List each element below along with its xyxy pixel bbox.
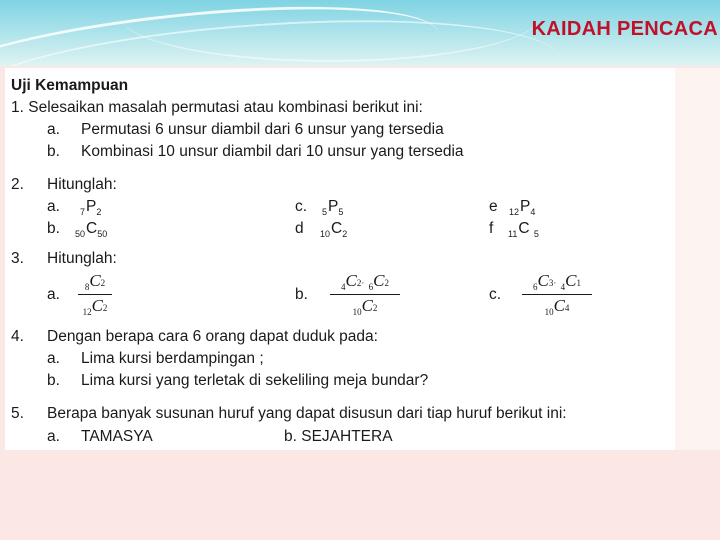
q2-item-d-expr: $_{10}C_2$ [320,220,348,239]
q4-item-a-text: Lima kursi berdampingan ; [81,350,264,367]
question-3-number: 3. [11,250,24,267]
q2-item-a-label: a. [47,198,60,215]
q1-item-a-text: Permutasi 6 unsur diambil dari 6 unsur yang tersedia [81,121,444,138]
q2-item-c-expr: $_5P_5$ [322,198,344,217]
q3-item-a-fraction [78,271,112,318]
q2-item-e-label: e [489,198,498,215]
q4-item-b-label: b. [47,372,60,389]
panel-margin [675,68,720,450]
fraction-bar [330,294,400,295]
fraction-numerator: $_8$C2 [84,271,106,292]
q3-item-b-fraction [330,271,400,318]
q2-item-c-label: c. [295,198,308,215]
q2-item-b-label: b. [47,220,60,237]
q4-item-a-label: a. [47,350,60,367]
q4-item-b-text: Lima kursi yang terletak di sekeliling meja bundar? [81,372,429,389]
question-4-text: Dengan berapa cara 6 orang dapat duduk pada: [47,328,378,345]
q1-item-a-label: a. [47,121,60,138]
q1-item-b-label: b. [47,143,60,160]
q3-item-b-label: b. [295,286,308,303]
fraction-bar [78,294,112,295]
q1-item-b-text: Kombinasi 10 unsur diambil dari 10 unsur yang tersedia [81,143,464,160]
fraction-denominator: $_{10}$C2 [352,296,378,317]
section-heading: Uji Kemampuan [11,77,129,94]
q3-item-c-fraction [522,271,592,318]
question-5-text: Berapa banyak susunan huruf yang dapat disusun dari tiap huruf berikut ini: [47,405,567,422]
q2-item-a-expr: $_7P_2$ [80,198,102,217]
q3-item-a-label: a. [47,286,60,303]
question-1 [11,99,423,117]
question-3-text: Hitunglah: [47,250,117,267]
fraction-bar [522,294,592,295]
slide-title: KAIDAH PENCACA [531,18,718,40]
q2-item-f-label: f [489,220,494,237]
question-2-number: 2. [11,176,24,193]
fraction-denominator: $_{10}$C4 [544,296,570,317]
fraction-numerator: $_6$C3· $_4$C1 [533,271,581,292]
question-text: Selesaikan masalah permutasi atau kombinasi berikut ini: [28,99,423,116]
question-4-number: 4. [11,328,24,345]
q5-item-a-label: a. [47,428,60,445]
question-2-text: Hitunglah: [47,176,117,193]
q3-item-c-label: c. [489,286,502,303]
q2-item-b-expr: $_{50}C_{50}$ [75,220,108,239]
q2-item-d-label: d [295,220,304,237]
slide-banner [0,0,720,66]
question-number: 1. [11,99,24,116]
question-5-number: 5. [11,405,24,422]
q5-item-b-text: b. SEJAHTERA [284,428,393,445]
q2-item-e-expr: $_{12}P_4$ [509,198,536,217]
q2-item-f-expr: $_{11}$C $_5$ [508,220,539,239]
fraction-numerator: $_4$C2· $_6$C2 [341,271,389,292]
q5-item-a-text: TAMASYA [81,428,153,445]
fraction-denominator: $_{12}$C2 [82,296,108,317]
